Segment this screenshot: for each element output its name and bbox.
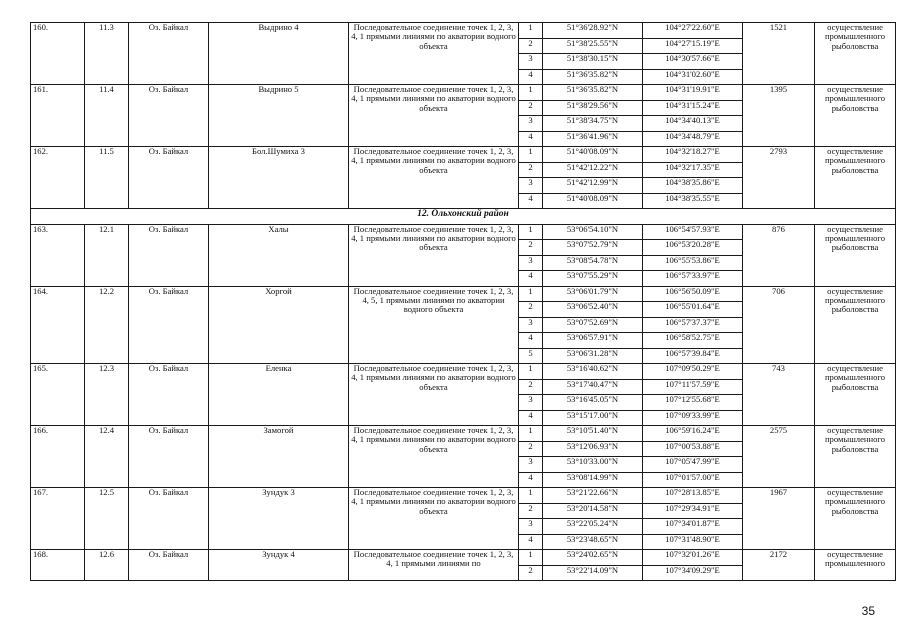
latitude: 53°07'52.69"N [543, 317, 643, 333]
longitude: 107°05'47.99"E [643, 457, 743, 473]
row-number: 160. [31, 23, 85, 85]
longitude: 107°34'09.29"E [643, 565, 743, 581]
point-number: 1 [519, 488, 543, 504]
latitude: 53°12'06.93"N [543, 441, 643, 457]
latitude: 53°08'54.78"N [543, 255, 643, 271]
point-number: 2 [519, 162, 543, 178]
area-value: 2172 [743, 550, 815, 581]
latitude: 53°15'17.00"N [543, 410, 643, 426]
longitude: 104°34'48.79"E [643, 131, 743, 147]
row-number: 164. [31, 286, 85, 364]
latitude: 53°22'14.09"N [543, 565, 643, 581]
latitude: 53°23'48.65"N [543, 534, 643, 550]
point-number: 3 [519, 317, 543, 333]
plot-code: 12.3 [85, 364, 129, 426]
point-number: 1 [519, 224, 543, 240]
usage-purpose: осуществление промышленного рыболовства [815, 85, 896, 147]
longitude: 106°56'50.09"E [643, 286, 743, 302]
latitude: 53°24'02.65"N [543, 550, 643, 566]
longitude: 106°54'57.93"E [643, 224, 743, 240]
table-row [31, 85, 896, 101]
latitude: 51°38'34.75"N [543, 116, 643, 132]
usage-purpose: осуществление промышленного рыболовства [815, 488, 896, 550]
point-number: 4 [519, 131, 543, 147]
latitude: 53°06'01.79"N [543, 286, 643, 302]
table-row [31, 364, 896, 380]
area-value: 706 [743, 286, 815, 364]
boundary-description: Последовательное соединение точек 1, 2, 3, 4, 1 прямыми линиями по [349, 550, 519, 581]
latitude: 53°06'31.28"N [543, 348, 643, 364]
longitude: 104°34'40.13"E [643, 116, 743, 132]
point-number: 1 [519, 550, 543, 566]
row-number: 163. [31, 224, 85, 286]
table-row [31, 23, 896, 39]
longitude: 104°31'15.24"E [643, 100, 743, 116]
plot-name: Выдрино 4 [209, 23, 349, 85]
plot-code: 11.3 [85, 23, 129, 85]
point-number: 1 [519, 23, 543, 39]
plot-name: Выдрино 5 [209, 85, 349, 147]
section-header-row [31, 209, 896, 225]
boundary-description: Последовательное соединение точек 1, 2, 3, 4, 1 прямыми линиями по акватории водного объекта [349, 364, 519, 426]
plot-code: 12.5 [85, 488, 129, 550]
water-body: Оз. Байкал [129, 550, 209, 581]
latitude: 53°16'40.62"N [543, 364, 643, 380]
point-number: 4 [519, 472, 543, 488]
latitude: 51°42'12.99"N [543, 178, 643, 194]
latitude: 51°36'35.82"N [543, 69, 643, 85]
plot-name: Зундук 4 [209, 550, 349, 581]
longitude: 104°31'02.60"E [643, 69, 743, 85]
point-number: 3 [519, 255, 543, 271]
point-number: 3 [519, 519, 543, 535]
longitude: 107°34'01.87"E [643, 519, 743, 535]
longitude: 106°59'16.24"E [643, 426, 743, 442]
area-value: 743 [743, 364, 815, 426]
point-number: 3 [519, 178, 543, 194]
row-number: 162. [31, 147, 85, 209]
latitude: 53°06'57.91"N [543, 333, 643, 349]
point-number: 3 [519, 457, 543, 473]
table-row [31, 550, 896, 566]
longitude: 106°57'33.97"E [643, 271, 743, 287]
longitude: 107°31'48.90"E [643, 534, 743, 550]
longitude: 107°32'01.26"E [643, 550, 743, 566]
plot-code: 11.5 [85, 147, 129, 209]
boundary-description: Последовательное соединение точек 1, 2, 3, 4, 1 прямыми линиями по акватории водного объекта [349, 426, 519, 488]
longitude: 104°38'35.86"E [643, 178, 743, 194]
point-number: 2 [519, 565, 543, 581]
longitude: 104°27'15.19"E [643, 38, 743, 54]
plot-name: Бол.Шумиха 3 [209, 147, 349, 209]
water-body: Оз. Байкал [129, 426, 209, 488]
area-value: 1967 [743, 488, 815, 550]
plot-code: 11.4 [85, 85, 129, 147]
longitude: 104°31'19.91"E [643, 85, 743, 101]
point-number: 5 [519, 348, 543, 364]
latitude: 51°38'29.56"N [543, 100, 643, 116]
area-value: 2793 [743, 147, 815, 209]
longitude: 104°32'17.35"E [643, 162, 743, 178]
point-number: 2 [519, 441, 543, 457]
point-number: 1 [519, 85, 543, 101]
longitude: 107°11'57.59"E [643, 379, 743, 395]
table-row [31, 224, 896, 240]
point-number: 2 [519, 503, 543, 519]
plot-code: 12.1 [85, 224, 129, 286]
page-number: 35 [861, 604, 875, 618]
boundary-description: Последовательное соединение точек 1, 2, 3, 4, 1 прямыми линиями по акватории водного объекта [349, 147, 519, 209]
longitude: 107°09'50.29"E [643, 364, 743, 380]
point-number: 1 [519, 426, 543, 442]
longitude: 107°01'57.00"E [643, 472, 743, 488]
plot-name: Зундук 3 [209, 488, 349, 550]
water-body: Оз. Байкал [129, 23, 209, 85]
longitude: 104°30'57.66"E [643, 54, 743, 70]
latitude: 51°36'28.92"N [543, 23, 643, 39]
table-row [31, 426, 896, 442]
boundary-description: Последовательное соединение точек 1, 2, 3, 4, 5, 1 прямыми линиями по акватории водного объекта [349, 286, 519, 364]
usage-purpose: осуществление промышленного рыболовства [815, 426, 896, 488]
point-number: 4 [519, 410, 543, 426]
longitude: 107°28'13.85"E [643, 488, 743, 504]
plot-code: 12.4 [85, 426, 129, 488]
longitude: 107°29'34.91"E [643, 503, 743, 519]
latitude: 51°40'08.09"N [543, 193, 643, 209]
point-number: 4 [519, 333, 543, 349]
usage-purpose: осуществление промышленного рыболовства [815, 364, 896, 426]
latitude: 53°20'14.58"N [543, 503, 643, 519]
latitude: 51°36'41.96"N [543, 131, 643, 147]
latitude: 53°07'52.79"N [543, 240, 643, 256]
table-row [31, 488, 896, 504]
area-value: 1395 [743, 85, 815, 147]
water-body: Оз. Байкал [129, 224, 209, 286]
longitude: 106°57'37.37"E [643, 317, 743, 333]
latitude: 51°42'12.22"N [543, 162, 643, 178]
section-title: 12. Ольхонский район [31, 209, 896, 225]
plot-name: Замогой [209, 426, 349, 488]
point-number: 3 [519, 395, 543, 411]
usage-purpose: осуществление промышленного рыболовства [815, 224, 896, 286]
usage-purpose: осуществление промышленного рыболовства [815, 23, 896, 85]
latitude: 53°06'54.10"N [543, 224, 643, 240]
usage-purpose: осуществление промышленного [815, 550, 896, 581]
plot-name: Еленка [209, 364, 349, 426]
table-body-district-11 [31, 23, 896, 209]
point-number: 4 [519, 193, 543, 209]
boundary-description: Последовательное соединение точек 1, 2, 3, 4, 1 прямыми линиями по акватории водного объекта [349, 85, 519, 147]
point-number: 3 [519, 116, 543, 132]
longitude: 106°55'53.86"E [643, 255, 743, 271]
longitude: 104°27'22.60"E [643, 23, 743, 39]
row-number: 167. [31, 488, 85, 550]
row-number: 166. [31, 426, 85, 488]
latitude: 51°38'30.15"N [543, 54, 643, 70]
point-number: 1 [519, 147, 543, 163]
plot-name: Хоргой [209, 286, 349, 364]
longitude: 106°53'20.28"E [643, 240, 743, 256]
plot-name: Халы [209, 224, 349, 286]
latitude: 51°38'25.55"N [543, 38, 643, 54]
latitude: 53°10'33.00"N [543, 457, 643, 473]
coordinates-table [30, 22, 896, 581]
boundary-description: Последовательное соединение точек 1, 2, 3, 4, 1 прямыми линиями по акватории водного объекта [349, 224, 519, 286]
point-number: 2 [519, 302, 543, 318]
area-value: 876 [743, 224, 815, 286]
plot-code: 12.6 [85, 550, 129, 581]
row-number: 168. [31, 550, 85, 581]
latitude: 53°08'14.99"N [543, 472, 643, 488]
point-number: 1 [519, 286, 543, 302]
point-number: 2 [519, 240, 543, 256]
point-number: 4 [519, 69, 543, 85]
longitude: 106°55'01.64"E [643, 302, 743, 318]
point-number: 4 [519, 534, 543, 550]
row-number: 165. [31, 364, 85, 426]
longitude: 104°38'35.55"E [643, 193, 743, 209]
point-number: 1 [519, 364, 543, 380]
water-body: Оз. Байкал [129, 488, 209, 550]
plot-code: 12.2 [85, 286, 129, 364]
longitude: 107°12'55.68"E [643, 395, 743, 411]
point-number: 2 [519, 100, 543, 116]
area-value: 1521 [743, 23, 815, 85]
latitude: 53°07'55.29"N [543, 271, 643, 287]
point-number: 2 [519, 38, 543, 54]
point-number: 2 [519, 379, 543, 395]
longitude: 107°00'53.88"E [643, 441, 743, 457]
latitude: 53°21'22.66"N [543, 488, 643, 504]
section-header-body [31, 209, 896, 225]
latitude: 51°40'08.09"N [543, 147, 643, 163]
table-body-district-12 [31, 224, 896, 581]
latitude: 53°10'51.40"N [543, 426, 643, 442]
area-value: 2575 [743, 426, 815, 488]
table-row [31, 286, 896, 302]
boundary-description: Последовательное соединение точек 1, 2, 3, 4, 1 прямыми линиями по акватории водного объекта [349, 488, 519, 550]
table-row [31, 147, 896, 163]
latitude: 51°36'35.82"N [543, 85, 643, 101]
latitude: 53°16'45.05"N [543, 395, 643, 411]
boundary-description: Последовательное соединение точек 1, 2, 3, 4, 1 прямыми линиями по акватории водного объекта [349, 23, 519, 85]
usage-purpose: осуществление промышленного рыболовства [815, 286, 896, 364]
row-number: 161. [31, 85, 85, 147]
longitude: 104°32'18.27"E [643, 147, 743, 163]
latitude: 53°06'52.40"N [543, 302, 643, 318]
water-body: Оз. Байкал [129, 147, 209, 209]
latitude: 53°17'40.47"N [543, 379, 643, 395]
water-body: Оз. Байкал [129, 364, 209, 426]
point-number: 4 [519, 271, 543, 287]
usage-purpose: осуществление промышленного рыболовства [815, 147, 896, 209]
longitude: 107°09'33.99"E [643, 410, 743, 426]
longitude: 106°57'39.84"E [643, 348, 743, 364]
longitude: 106°58'52.75"E [643, 333, 743, 349]
latitude: 53°22'05.24"N [543, 519, 643, 535]
point-number: 3 [519, 54, 543, 70]
water-body: Оз. Байкал [129, 286, 209, 364]
water-body: Оз. Байкал [129, 85, 209, 147]
